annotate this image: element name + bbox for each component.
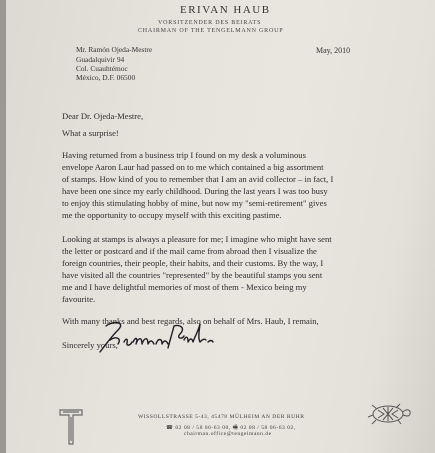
paragraph-2-line: me and I have delightful memories of most of them - Mexico being my	[62, 282, 307, 292]
paragraph-1-line: me the opportunity to occupy myself with this exciting pastime.	[62, 210, 282, 220]
opening-line: What a surprise!	[62, 128, 119, 138]
page-left-edge	[0, 0, 6, 453]
paragraph-1-line: to enjoy this stimulating hobby of mine, but now my "semi-retirement" gives	[62, 198, 327, 208]
footer-phone: ☎ 02 08 / 58 06-63 00, 🖷 02 08 / 58 06-63 02,	[166, 425, 296, 431]
recipient-name: Mr. Ramón Ojeda-Mestre	[76, 45, 153, 54]
footer-address: WISSOLLSTRASSE 5-43, 45478 MÜLHEIM AN DER RUHR	[138, 414, 305, 420]
paragraph-1-line: envelope Aaron Laur had passed on to me which contained a big assortment	[62, 162, 324, 172]
recipient-city: México, D.F. 06500	[76, 73, 136, 82]
turtle-emblem-icon	[366, 400, 412, 426]
letterhead-title-1: VORSITZENDER DES BEIRATS	[158, 20, 262, 26]
paragraph-2-line: Looking at stamps is always a pleasure for me; I imagine who might have sent	[62, 234, 332, 244]
paragraph-2-line: the letter or postcard and if the mail came from abroad then I visualize the	[62, 246, 317, 256]
letterhead-title-2: CHAIRMAN OF THE TENGELMANN GROUP	[138, 28, 284, 34]
footer-email: chairman.office@tengelmann.de	[184, 431, 272, 437]
handwritten-signature	[96, 318, 216, 358]
letterhead-name: ERIVAN HAUB	[180, 4, 271, 16]
letter-date: May, 2010	[316, 46, 351, 55]
salutation: Dear Dr. Ojeda-Mestre,	[62, 111, 144, 121]
closing-line: With many thanks and best regards, also on behalf of Mrs. Haub, I remain,	[62, 316, 319, 326]
paragraph-1-line: have been one since my early childhood. During the last years I was too busy	[62, 186, 328, 196]
tengelmann-t-logo-icon	[58, 406, 84, 446]
paragraph-2-line: have visited all the countries "represented" by the beautiful stamps you sent	[62, 270, 323, 280]
paragraph-1-line: of stamps. How kind of you to remember that I am an avid collector – in fact, I	[62, 174, 334, 184]
recipient-street: Guadalquivir 94	[76, 55, 125, 64]
paragraph-2-line: favourite.	[62, 294, 96, 304]
recipient-colony: Col. Cuauhtémoc	[76, 64, 128, 73]
paragraph-2-line: foreign countries, their people, their habits, and their customs. By the way, I	[62, 258, 324, 268]
paragraph-1-line: Having returned from a business trip I found on my desk a voluminous	[62, 150, 306, 160]
valediction: Sincerely yours,	[62, 340, 118, 350]
